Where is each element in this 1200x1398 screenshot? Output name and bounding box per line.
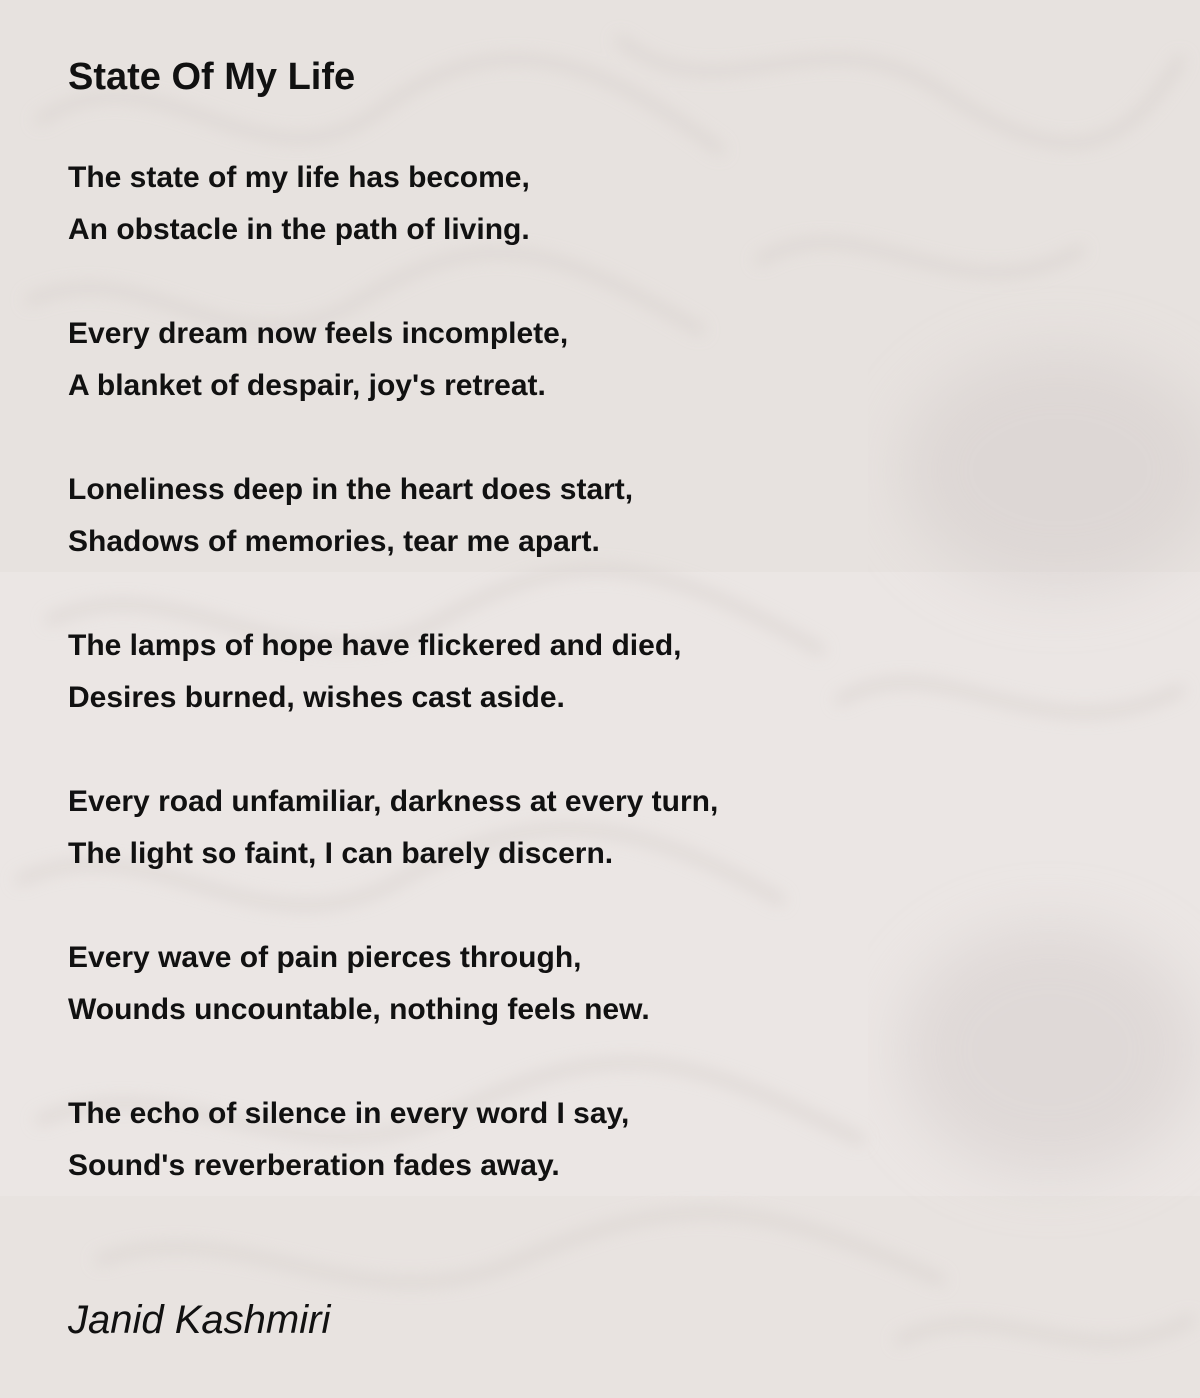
- poem-line: Wounds uncountable, nothing feels new.: [68, 993, 650, 1026]
- poem-line: Every dream now feels incomplete,: [68, 317, 569, 350]
- poem-line: An obstacle in the path of living.: [68, 213, 530, 246]
- poem-body: [68, 152, 1068, 1244]
- poem-line: The light so faint, I can barely discern.: [68, 837, 614, 870]
- poem-line: The echo of silence in every word I say,: [68, 1097, 630, 1130]
- poem-line: A blanket of despair, joy's retreat.: [68, 369, 546, 402]
- poem-line: Loneliness deep in the heart does start,: [68, 473, 634, 506]
- poem-line: The state of my life has become,: [68, 161, 530, 194]
- poem-line: Every wave of pain pierces through,: [68, 941, 582, 974]
- poem-line: Every road unfamiliar, darkness at every turn,: [68, 785, 719, 818]
- poem-line: Desires burned, wishes cast aside.: [68, 681, 565, 714]
- stanza: [68, 308, 1068, 412]
- poem-line: The lamps of hope have flickered and died,: [68, 629, 682, 662]
- poem-title: State Of My Life: [68, 56, 356, 98]
- stanza: [68, 932, 1068, 1036]
- stanza: [68, 152, 1068, 256]
- stanza: [68, 464, 1068, 568]
- poem-author: Janid Kashmiri: [68, 1298, 331, 1342]
- poem-line: Sound's reverberation fades away.: [68, 1149, 560, 1182]
- poem-line: Shadows of memories, tear me apart.: [68, 525, 600, 558]
- stanza: [68, 1088, 1068, 1192]
- stanza: [68, 776, 1068, 880]
- stanza: [68, 620, 1068, 724]
